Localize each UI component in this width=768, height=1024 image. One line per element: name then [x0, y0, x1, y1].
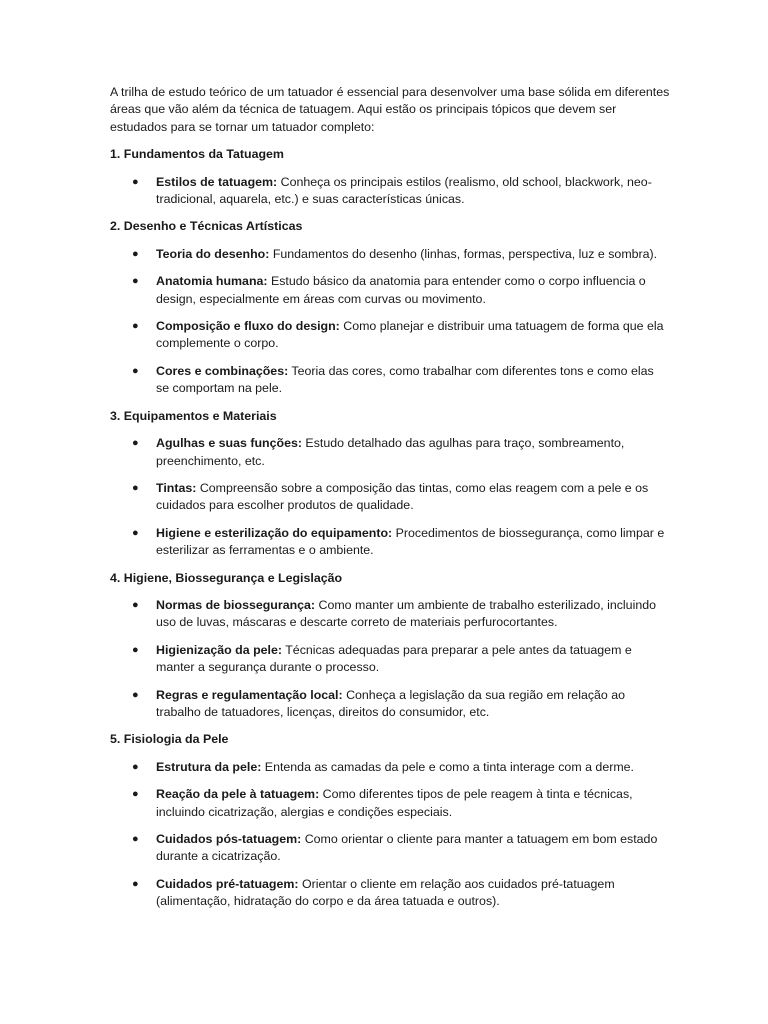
item-description: Conheça a legislação da sua região em relação ao trabalho de tatuadores, licenças, direitos do consumidor, etc. [156, 687, 626, 719]
bullet-icon: ● [132, 688, 139, 701]
bullet-list [110, 246, 670, 398]
item-description: Estudo básico da anatomia para entender como o corpo influencia o design, especialmente em áreas com curvas ou movimento. [156, 274, 646, 306]
list-item [110, 597, 670, 632]
bullet-icon: ● [132, 877, 139, 890]
bullet-list [110, 174, 670, 209]
item-description: Técnicas adequadas para preparar a pele antes da tatuagem e manter a segurança durante o processo. [156, 642, 632, 675]
bullet-icon: ● [132, 175, 139, 188]
item-term: Estilos de tatuagem: [156, 174, 278, 189]
bullet-icon: ● [132, 526, 139, 539]
list-item [110, 174, 670, 209]
section-title: 5. Fisiologia da Pele [110, 732, 229, 747]
item-term: Teoria do desenho: [156, 246, 270, 261]
list-item [110, 759, 670, 776]
bullet-icon: ● [132, 833, 139, 845]
item-description: Como orientar o cliente para manter a tatuagem em bom estado durante a cicatrização. [156, 832, 658, 864]
item-term: Cores e combinações: [156, 363, 289, 378]
section-title: 3. Equipamentos e Materiais [110, 408, 277, 423]
bullet-list [110, 597, 670, 721]
bullet-icon: ● [132, 320, 139, 333]
bullet-icon: ● [132, 275, 139, 288]
list-item [110, 876, 670, 911]
item-term: Regras e regulamentação local: [156, 687, 343, 702]
bullet-icon: ● [132, 643, 139, 656]
list-item [110, 525, 670, 560]
item-term: Cuidados pós-tatuagem: [156, 832, 302, 846]
item-term: Estrutura da pele: [156, 759, 262, 774]
item-term: Tintas: [156, 480, 197, 495]
bullet-icon: ● [132, 598, 139, 611]
sections-container [110, 146, 670, 910]
item-term: Agulhas e suas funções: [156, 436, 302, 451]
list-item [110, 786, 670, 821]
intro-paragraph: A trilha de estudo teórico de um tatuador é essencial para desenvolver uma base sólida em diferentes áreas que vão além da técnica de tatuagem. Aqui estão os principais tópicos que devem ser estudados para se tornar um tatuador completo: [110, 85, 670, 134]
item-term: Normas de biossegurança: [156, 597, 316, 612]
item-term: Reação da pele à tatuagem: [156, 787, 320, 802]
bullet-icon: ● [132, 437, 139, 450]
list-item [110, 246, 670, 263]
bullet-icon: ● [132, 364, 139, 377]
bullet-icon: ● [132, 788, 139, 801]
section-title: 2. Desenho e Técnicas Artísticas [110, 219, 303, 234]
item-description: Orientar o cliente em relação aos cuidados pré-tatuagem (alimentação, hidratação do corpo e da área tatuada e outros). [156, 876, 615, 909]
item-term: Anatomia humana: [156, 274, 268, 289]
bullet-icon: ● [132, 481, 139, 494]
list-item [110, 480, 670, 515]
bullet-list [110, 759, 670, 911]
document-page [110, 84, 670, 921]
item-description: Como planejar e distribuir uma tatuagem de forma que ela complemente o corpo. [156, 319, 664, 351]
item-term: Higiene e esterilização do equipamento: [156, 525, 393, 540]
item-term: Higienização da pele: [156, 642, 283, 657]
section-title: 4. Higiene, Biossegurança e Legislação [110, 570, 343, 585]
list-item [110, 318, 670, 353]
bullet-icon: ● [132, 247, 139, 260]
list-item [110, 831, 670, 866]
list-item [110, 642, 670, 677]
item-description: Teoria das cores, como trabalhar com diferentes tons e como elas se comportam na pele. [156, 363, 654, 396]
item-description: Conheça os principais estilos (realismo, old school, blackwork, neo-tradicional, aquarela, etc.) e suas características únicas. [156, 174, 652, 207]
item-term: Composição e fluxo do design: [156, 319, 340, 334]
item-description: Fundamentos do desenho (linhas, formas, perspectiva, luz e sombra). [269, 246, 658, 261]
item-description: Como diferentes tipos de pele reagem à tinta e técnicas, incluindo cicatrização, alergias e condições especiais. [156, 787, 633, 819]
item-description: Compreensão sobre a composição das tintas, como elas reagem com a pele e os cuidados para escolher produtos de qualidade. [156, 480, 649, 513]
list-item [110, 687, 670, 722]
bullet-icon: ● [132, 760, 139, 773]
item-description: Entenda as camadas da pele e como a tinta interage com a derme. [261, 759, 634, 774]
list-item [110, 273, 670, 308]
item-description: Como manter um ambiente de trabalho esterilizado, incluindo uso de luvas, máscaras e descarte correto de materiais perfurocortantes. [156, 597, 657, 630]
bullet-list [110, 435, 670, 559]
section-title: 1. Fundamentos da Tatuagem [110, 147, 284, 162]
item-term: Cuidados pré-tatuagem: [156, 876, 299, 891]
item-description: Estudo detalhado das agulhas para traço, sombreamento, preenchimento, etc. [156, 436, 625, 468]
list-item [110, 363, 670, 398]
item-description: Procedimentos de biossegurança, como limpar e esterilizar as ferramentas e o ambiente. [156, 525, 665, 558]
list-item [110, 435, 670, 470]
